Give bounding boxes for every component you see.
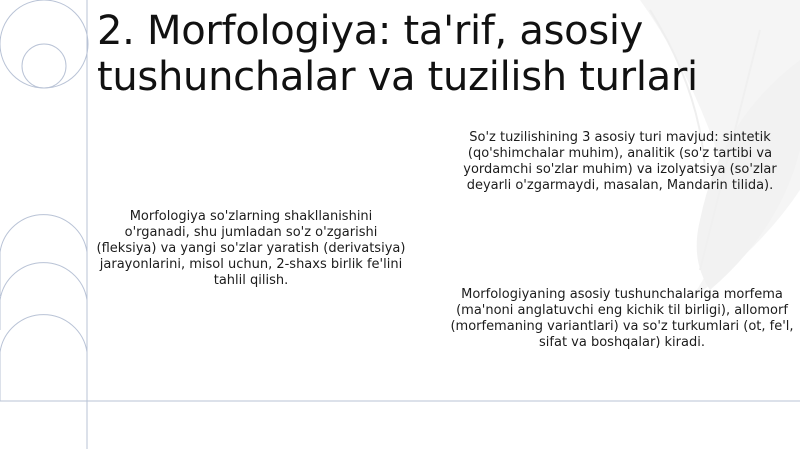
slide-title: 2. Morfologiya: ta'rif, asosiy tushunchalar va tuzilish turlari — [97, 8, 698, 100]
paragraph-morphology-definition: Morfologiya so'zlarning shakllanishini o'rganadi, shu jumladan so'z o'zgarishi (fleksiya) va yangi so'zlar yaratish (derivatsiya) jarayonlarini, misol uchun, 2-shaxs birlik fe'lini tahlil qilish. — [96, 209, 406, 288]
paragraph-word-structure-types: So'z tuzilishining 3 asosiy turi mavjud: sintetik (qo'shimchalar muhim), analitik (so'z tartibi va yordamchi so'zlar muhim) va izolyatsiya (so'zlar deyarli o'zgarmaydi, masalan, Mandarin tilida). — [463, 130, 777, 193]
arch-shape-middle — [0, 263, 87, 330]
arch-shape-lower — [0, 315, 87, 401]
inner-circle-shape — [22, 44, 66, 88]
arch-shape-upper — [0, 215, 87, 296]
paragraph-morphology-concepts: Morfologiyaning asosiy tushunchalariga morfema (ma'noni anglatuvchi eng kichik til birligi), allomorf (morfemaning variantlari) va so'z turkumlari (ot, fe'l, sifat va boshqalar) kiradi. — [450, 287, 794, 350]
